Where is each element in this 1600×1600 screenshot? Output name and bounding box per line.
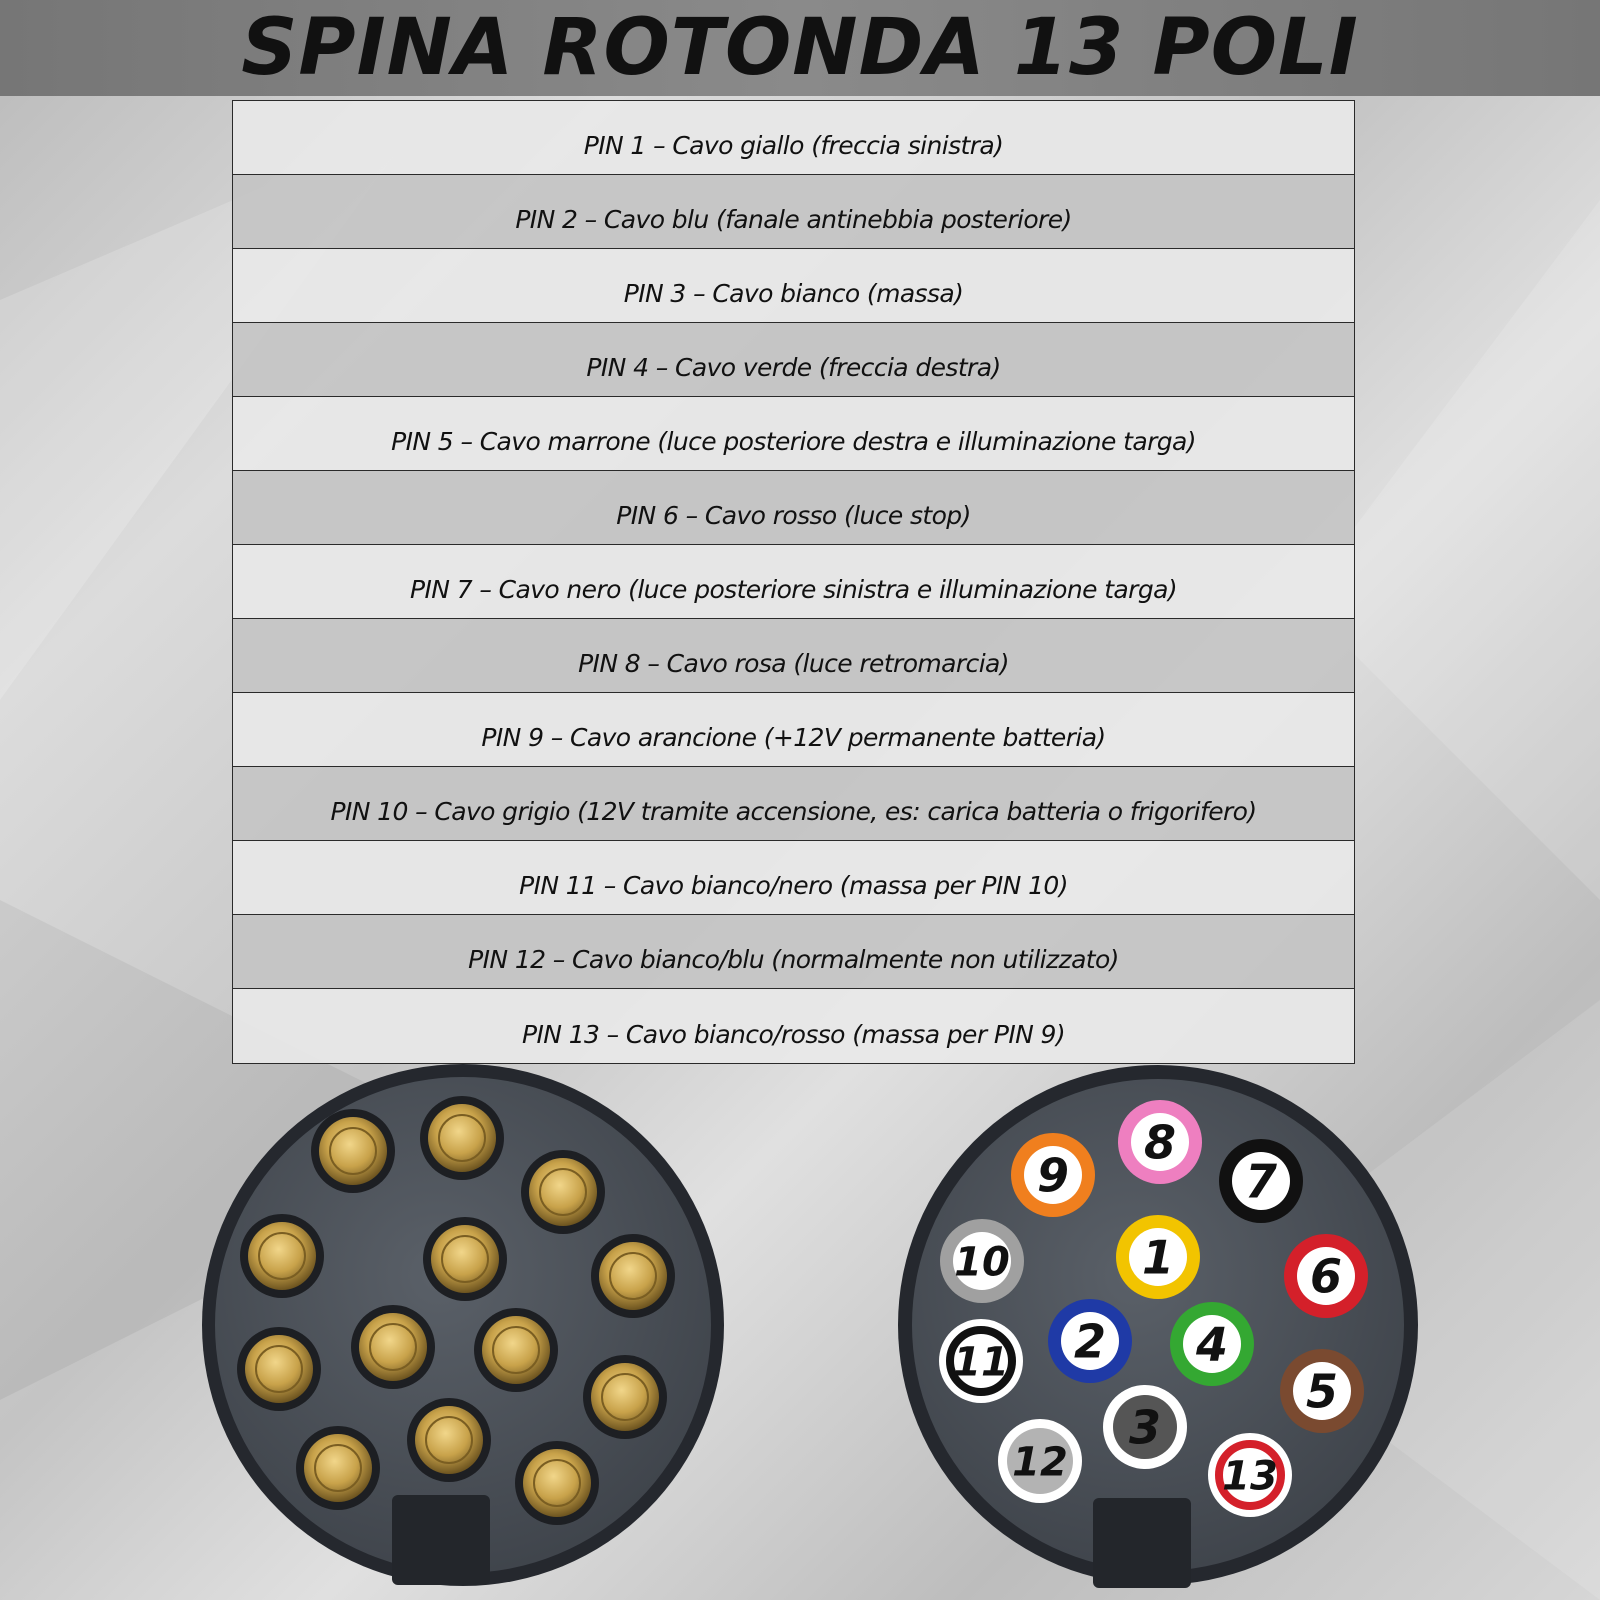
pin-row-13 xyxy=(233,989,1354,1063)
pin-11-marker xyxy=(939,1319,1023,1403)
pin-10-marker xyxy=(940,1219,1024,1303)
pin-row-5 xyxy=(233,397,1354,471)
plug-key-notch-right xyxy=(1093,1498,1191,1588)
pin-12-marker xyxy=(998,1419,1082,1503)
pin-row-8-text: PIN 8 – Cavo rosa (luce retromarcia) xyxy=(578,649,1009,678)
gold-contact xyxy=(407,1398,491,1482)
pin-row-1-text: PIN 1 – Cavo giallo (freccia sinistra) xyxy=(583,131,1004,160)
pin-6-marker xyxy=(1284,1234,1368,1318)
pin-3-marker xyxy=(1103,1385,1187,1469)
pin-row-4-text: PIN 4 – Cavo verde (freccia destra) xyxy=(586,353,1001,382)
page-title: SPINA ROTONDA 13 POLI xyxy=(241,3,1359,93)
gold-contact xyxy=(237,1327,321,1411)
pin-13-marker xyxy=(1208,1433,1292,1517)
pin-11-label: 11 xyxy=(953,1339,1009,1386)
pin-1-label: 1 xyxy=(1141,1230,1175,1285)
pin-row-9 xyxy=(233,693,1354,767)
gold-contact xyxy=(420,1096,504,1180)
pin-5-marker xyxy=(1280,1349,1364,1433)
pin-row-9-text: PIN 9 – Cavo arancione (+12V permanente batteria) xyxy=(481,723,1106,752)
plug-key-notch xyxy=(392,1495,490,1585)
gold-contact xyxy=(311,1109,395,1193)
gold-contact xyxy=(474,1308,558,1392)
pin-row-2-text: PIN 2 – Cavo blu (fanale antinebbia posteriore) xyxy=(515,205,1072,234)
pin-1-marker xyxy=(1116,1215,1200,1299)
pin-row-10-text: PIN 10 – Cavo grigio (12V tramite accensione, es: carica batteria o frigorifero) xyxy=(330,797,1257,826)
gold-contact xyxy=(521,1150,605,1234)
gold-contact xyxy=(351,1305,435,1389)
plug-diagram xyxy=(898,1065,1418,1588)
pin-7-label: 7 xyxy=(1244,1154,1278,1209)
plug-illustrations xyxy=(0,1060,1600,1600)
pin-row-13-text: PIN 13 – Cavo bianco/rosso (massa per PIN 9) xyxy=(522,1019,1065,1049)
pin-2-marker xyxy=(1048,1299,1132,1383)
gold-contact xyxy=(423,1217,507,1301)
gold-contact xyxy=(591,1234,675,1318)
pin-row-3 xyxy=(233,249,1354,323)
gold-contact xyxy=(583,1355,667,1439)
pin-row-10 xyxy=(233,767,1354,841)
pin-5-label: 5 xyxy=(1305,1364,1339,1419)
pin-9-label: 9 xyxy=(1036,1148,1070,1203)
plug-photo xyxy=(202,1064,724,1586)
pin-row-7 xyxy=(233,545,1354,619)
pin-table xyxy=(232,100,1355,1064)
pin-13-label: 13 xyxy=(1222,1453,1278,1500)
pin-row-11-text: PIN 11 – Cavo bianco/nero (massa per PIN 10) xyxy=(519,871,1068,900)
pin-10-label: 10 xyxy=(954,1239,1010,1286)
pin-row-5-text: PIN 5 – Cavo marrone (luce posteriore destra e illuminazione targa) xyxy=(391,427,1196,456)
pin-row-12 xyxy=(233,915,1354,989)
pin-2-label: 2 xyxy=(1073,1314,1107,1369)
pin-row-6-text: PIN 6 – Cavo rosso (luce stop) xyxy=(616,501,971,530)
gold-contact xyxy=(515,1441,599,1525)
pin-row-8 xyxy=(233,619,1354,693)
pin-row-11 xyxy=(233,841,1354,915)
pin-9-marker xyxy=(1011,1133,1095,1217)
pin-row-7-text: PIN 7 – Cavo nero (luce posteriore sinistra e illuminazione targa) xyxy=(410,575,1177,604)
title-bar xyxy=(0,0,1600,96)
pin-12-label: 12 xyxy=(1012,1439,1068,1486)
pin-4-marker xyxy=(1170,1302,1254,1386)
pin-row-1 xyxy=(233,101,1354,175)
pin-row-4 xyxy=(233,323,1354,397)
pin-4-label: 4 xyxy=(1195,1317,1229,1372)
gold-contact xyxy=(296,1426,380,1510)
pin-row-6 xyxy=(233,471,1354,545)
pin-row-12-text: PIN 12 – Cavo bianco/blu (normalmente non utilizzato) xyxy=(468,945,1119,974)
pin-8-label: 8 xyxy=(1143,1115,1177,1170)
pin-7-marker xyxy=(1219,1139,1303,1223)
pin-row-2 xyxy=(233,175,1354,249)
pin-6-label: 6 xyxy=(1309,1249,1343,1304)
gold-contact xyxy=(240,1214,324,1298)
pin-8-marker xyxy=(1118,1100,1202,1184)
pin-row-3-text: PIN 3 – Cavo bianco (massa) xyxy=(623,279,964,308)
pin-3-label: 3 xyxy=(1128,1400,1162,1455)
